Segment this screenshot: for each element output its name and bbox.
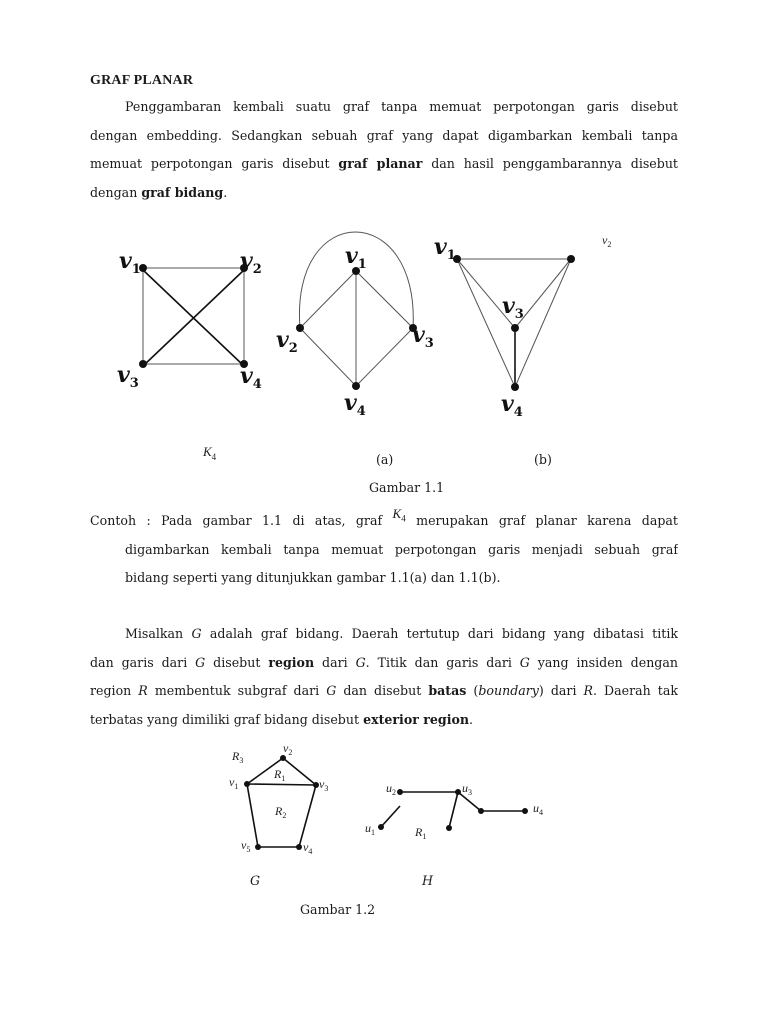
math-r: R <box>138 683 148 698</box>
vertex-v4 <box>296 844 302 850</box>
text-run: disebut <box>205 654 269 670</box>
text-run: region <box>90 683 139 698</box>
text-run: . <box>469 711 474 727</box>
vertex-label-u4: u4 <box>533 801 543 817</box>
vertex-label-v5: v5 <box>241 838 251 854</box>
vertex-extra <box>478 808 484 814</box>
figure-caption-1-2: Gambar 1.2 <box>300 902 376 917</box>
term-exterior-region: exterior region <box>363 711 470 727</box>
graph-h <box>365 781 543 841</box>
vertex-label-v1: v1 <box>229 775 239 791</box>
text-run: memuat perpotongan garis disebut <box>90 156 339 171</box>
edge <box>299 785 316 847</box>
term-boundary: boundary <box>478 683 539 698</box>
math-g: G <box>519 654 530 670</box>
text-run: yang insiden dengan <box>529 654 678 670</box>
edge <box>283 758 316 785</box>
text-run: dari <box>314 654 356 670</box>
label-k4: $K_4$ <box>203 444 217 462</box>
vertex-v1 <box>244 781 250 787</box>
vertex-v2 <box>280 755 286 761</box>
math-g: G <box>191 626 202 641</box>
text-run: merupakan graf planar karena dapat <box>416 513 678 528</box>
vertex-label-v4: $v_4$ <box>501 391 523 420</box>
region-label-r1: R1 <box>415 825 427 841</box>
text-run: . <box>223 184 228 200</box>
vertex-u3 <box>455 789 461 795</box>
vertex-label-v3: $v_3$ <box>502 293 524 322</box>
region-label-r2: R2 <box>275 804 287 820</box>
vertex-u2 <box>397 789 403 795</box>
term-graf-bidang: graf bidang <box>141 184 224 200</box>
edge <box>381 806 400 827</box>
math-g: G <box>355 654 366 670</box>
math-g: G <box>195 654 206 670</box>
figure-caption-1-1: Gambar 1.1 <box>369 480 445 495</box>
text-run: adalah graf bidang. Daerah tertutup dari bidang yang dibatasi titik <box>201 626 678 641</box>
vertex-v5 <box>255 844 261 850</box>
vertex-label-v3: $v_3$ <box>117 362 139 391</box>
text-run: . Daerah tak <box>593 683 678 698</box>
edge <box>247 784 258 847</box>
vertex-label-v2: v2 <box>283 741 293 757</box>
vertex-label-v2: $v_2$ <box>240 248 262 277</box>
vertex-label-v2: $v_2$ <box>276 327 298 356</box>
text-run: ( <box>466 683 479 698</box>
text-run: Contoh : Pada gambar 1.1 di atas, graf <box>90 513 383 528</box>
text-run: terbatas yang dimiliki graf bidang disebut <box>90 711 364 727</box>
text-run: ) dari <box>538 683 584 698</box>
vertex-label-v3: v3 <box>319 777 329 793</box>
text-run: dengan <box>90 184 142 200</box>
region-label-r3: R3 <box>232 749 244 765</box>
text-run: Misalkan <box>125 626 192 641</box>
text-run: membentuk subgraf dari <box>147 683 327 698</box>
vertex-label-u3: u3 <box>462 781 472 797</box>
region-label-r1: R1 <box>274 767 286 783</box>
paragraph-line: Penggambaran kembali suatu graf tanpa memuat perpotongan garis disebut <box>125 99 678 114</box>
vertex-label-v1: $v_1$ <box>345 243 367 272</box>
paragraph-line: bidang seperti yang ditunjukkan gambar 1.1(a) dan 1.1(b). <box>125 570 501 585</box>
vertex-label-v4: $v_4$ <box>344 390 366 419</box>
math-k-main: K <box>392 507 402 521</box>
vertex-label-v3: $v_3$ <box>412 322 434 351</box>
vertex-label-u1: u1 <box>365 821 375 837</box>
vertex-label-v4: v4 <box>303 840 313 856</box>
term-graf-planar: graf planar <box>338 156 423 171</box>
vertex-label-v1: $v_1$ <box>434 234 456 263</box>
term-region: region <box>268 654 315 670</box>
paragraph-line: digambarkan kembali tanpa memuat perpotongan garis menjadi sebuah graf <box>125 541 678 557</box>
math-r: R <box>583 683 593 698</box>
edge <box>449 792 458 828</box>
graph-g <box>229 741 328 856</box>
vertex-u1 <box>378 824 384 830</box>
vertex-extra <box>446 825 452 831</box>
label-graph-a: (a) <box>376 452 394 467</box>
text-run: dan disebut <box>336 683 429 698</box>
label-graph-h: H <box>422 873 433 888</box>
label-graph-g: G <box>250 873 261 888</box>
text-run: dan hasil penggambarannya disebut <box>422 156 678 171</box>
paragraph-line: dengan embedding. Sedangkan sebuah graf yang dapat digambarkan kembali tanpa <box>90 127 678 143</box>
vertex-label-v4: $v_4$ <box>240 363 262 392</box>
vertex-label-v2: v2 <box>602 233 612 249</box>
vertex-u4 <box>522 808 528 814</box>
math-g: G <box>326 683 337 698</box>
label-graph-b: (b) <box>534 452 552 467</box>
vertex-label-v1: $v_1$ <box>119 248 141 277</box>
text-run: . Titik dan garis dari <box>365 654 520 670</box>
edge <box>247 784 316 785</box>
section-heading: GRAF PLANAR <box>90 73 194 88</box>
term-batas: batas <box>428 683 467 698</box>
math-k-sub: 4 <box>401 513 406 524</box>
vertex-label-u2: u2 <box>386 781 396 797</box>
text-run: dan garis dari <box>90 654 196 670</box>
